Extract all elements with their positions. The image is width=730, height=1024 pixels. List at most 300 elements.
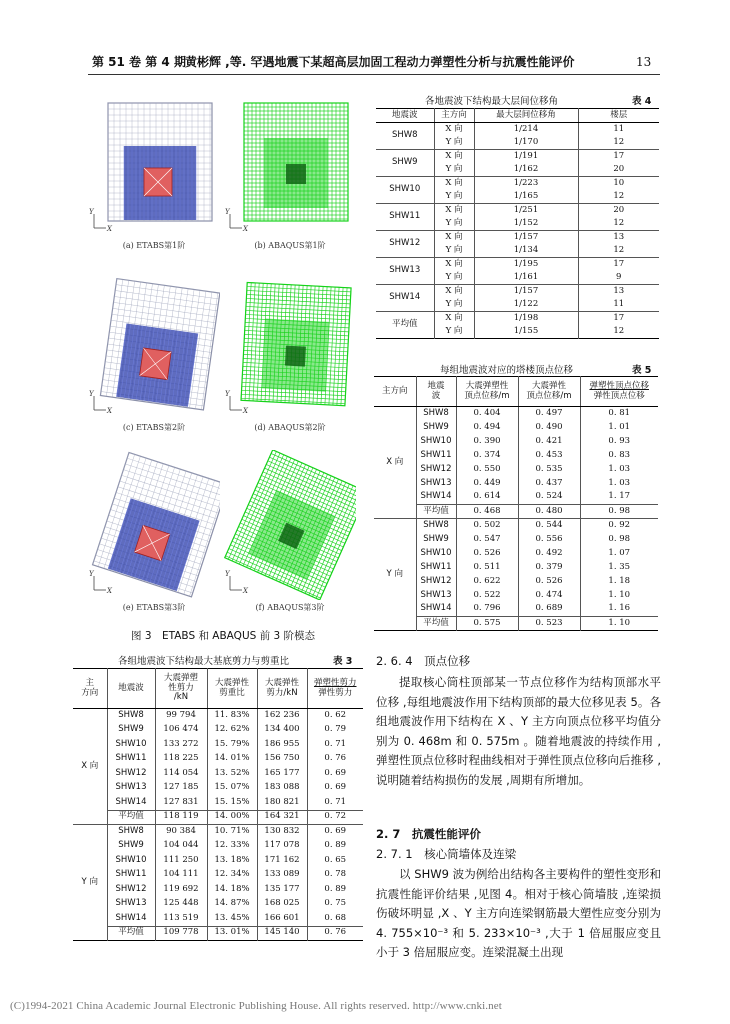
- direction-cell: Y 向: [434, 190, 474, 204]
- ratio-cell: 0. 81: [608, 407, 631, 418]
- section-2-7-1-body: [376, 865, 661, 963]
- elastic-disp-cell: 0. 490: [518, 421, 580, 435]
- wave-cell: SHW9: [416, 421, 456, 435]
- elastic-shear-cell: 135 177: [257, 883, 307, 898]
- shear-ratio-cell: 0. 72: [307, 810, 363, 825]
- section-2-7-heading: 2. 7 抗震性能评价: [376, 827, 481, 841]
- table-row: [376, 123, 659, 137]
- shear-weight-ratio-cell: 15. 07%: [207, 781, 257, 796]
- x-axis-label: X: [107, 407, 112, 415]
- page-number: 13: [636, 55, 652, 69]
- shear-weight-ratio-cell: 14. 87%: [207, 897, 257, 912]
- drift-cell: 1/251: [474, 204, 578, 218]
- floor-cell: 17: [578, 258, 659, 272]
- elastic-disp-cell: 0. 523: [518, 617, 580, 631]
- table-row: [376, 177, 659, 191]
- table-row: [374, 533, 658, 547]
- grid-line: [116, 285, 219, 299]
- floor-cell: 11: [613, 298, 625, 309]
- elastic-disp-cell: 0. 535: [518, 463, 580, 477]
- table-5-caption: 每组地震波对应的塔楼顶点位移: [440, 365, 574, 376]
- col-header: 楼层: [578, 109, 659, 123]
- table-row: [376, 204, 659, 218]
- drift-cell: 1/122: [474, 298, 578, 312]
- table-row: [73, 781, 363, 796]
- ratio-cell: 1. 03: [608, 477, 631, 488]
- wave-cell: SHW14: [416, 491, 456, 505]
- drift-cell: 1/152: [474, 217, 578, 231]
- col-header: [518, 377, 580, 407]
- col-header: 主方向: [374, 377, 416, 407]
- plastic-shear-cell: 127 831: [155, 796, 207, 811]
- elastic-shear-cell: 162 236: [257, 709, 307, 724]
- direction-cell: Y 向: [434, 244, 474, 258]
- elastic-shear-cell: 156 750: [257, 752, 307, 767]
- y-axis-label: Y: [225, 208, 230, 216]
- table-row: [374, 435, 658, 449]
- plastic-disp-cell: 0. 522: [456, 589, 518, 603]
- plastic-shear-cell: 127 185: [155, 781, 207, 796]
- wave-cell: SHW13: [107, 897, 155, 912]
- col-header: [307, 669, 363, 709]
- floor-cell: 13: [578, 231, 659, 245]
- abaqus-mode2-image: [224, 270, 356, 420]
- section-2-7-1-heading: 2. 7. 1 核心筒墙体及连梁: [376, 847, 517, 861]
- hdr-line: 性剪力: [168, 682, 194, 693]
- copyright-footer: (C)1994-2021 China Academic Journal Electronic Publishing House. All rights reserved. http://www.cnki.net: [10, 1000, 502, 1012]
- wave-cell: SHW9: [416, 533, 456, 547]
- table-row: [73, 723, 363, 738]
- elastic-shear-cell: 130 832: [257, 825, 307, 840]
- wave-cell: SHW13: [107, 781, 155, 796]
- ratio-cell: 1. 03: [608, 463, 631, 474]
- shear-ratio-cell: 0. 69: [307, 825, 363, 840]
- wave-cell: SHW11: [107, 752, 155, 767]
- shear-ratio-cell: 0. 62: [324, 710, 347, 721]
- core-tube: [285, 346, 306, 367]
- direction-cell: Y 向: [374, 519, 416, 631]
- shear-ratio-cell: 0. 75: [324, 898, 347, 909]
- table-row: [374, 547, 658, 561]
- shear-ratio-cell: 0. 76: [324, 753, 347, 764]
- x-axis-label: X: [243, 225, 248, 233]
- table-row: [374, 575, 658, 589]
- x-axis-label: X: [107, 225, 112, 233]
- hdr-line: 大震弹性: [214, 677, 249, 688]
- ratio-cell: 0. 92: [580, 519, 658, 533]
- figure-3-caption: 图 3 ETABS 和 ABAQUS 前 3 阶模态: [131, 630, 315, 642]
- plastic-disp-cell: 0. 614: [456, 491, 518, 505]
- hdr-line: 弹性顶点位移: [593, 390, 645, 401]
- table-row: [376, 231, 659, 245]
- ratio-cell: 0. 98: [580, 505, 658, 519]
- plastic-disp-cell: 0. 796: [456, 603, 518, 617]
- col-header: [155, 669, 207, 709]
- wave-cell: SHW13: [416, 589, 456, 603]
- plastic-disp-cell: 0. 390: [456, 435, 518, 449]
- table-row: [376, 285, 659, 299]
- floor-cell: 13: [578, 285, 659, 299]
- y-axis-label: Y: [89, 390, 94, 398]
- y-axis-label: Y: [225, 570, 230, 578]
- shear-weight-ratio-cell: 12. 34%: [207, 868, 257, 883]
- hdr-line: 剪力/kN: [266, 687, 298, 698]
- paragraph: 提取核心筒柱顶部某一节点位移作为结构顶部水平位移 ,每组地震波作用下结构顶部的最大位移见表 5。各组地震波作用下结构在 X 、Y 主方向顶点位移平均值分别为 0. 468m 和 0. 575m 。随着地震波的持续作用 ,弹塑性顶点位移时程曲线相对于弹性顶点位移向后推移 ,说明随着结构损伤的发展 ,周期有所增加。: [376, 675, 661, 787]
- ratio-cell: 0. 98: [608, 533, 631, 544]
- plastic-shear-cell: 114 054: [155, 767, 207, 782]
- shear-weight-ratio-cell: 13. 45%: [207, 912, 257, 927]
- x-axis-label: X: [107, 587, 112, 595]
- wave-cell: 平均值: [416, 617, 456, 631]
- wave-cell: SHW10: [107, 738, 155, 753]
- plastic-shear-cell: 104 111: [155, 868, 207, 883]
- hdr-line: 地震: [427, 380, 445, 391]
- table-4-caption: 各地震波下结构最大层间位移角: [425, 96, 559, 107]
- direction-cell: X 向: [434, 123, 474, 137]
- panel-abaqus-mode-2: [224, 270, 356, 438]
- y-axis-label: Y: [89, 570, 94, 578]
- plastic-shear-cell: 90 384: [155, 825, 207, 840]
- direction-cell: X 向: [73, 709, 107, 825]
- plastic-disp-cell: 0. 526: [456, 547, 518, 561]
- plastic-disp-cell: 0. 494: [456, 421, 518, 435]
- section-2-6-4-body: [376, 673, 661, 790]
- elastic-shear-cell: 165 177: [257, 767, 307, 782]
- table-row: [374, 421, 658, 435]
- elastic-disp-cell: 0. 453: [518, 449, 580, 463]
- col-header: 地震波: [107, 669, 155, 709]
- grid-line: [113, 308, 216, 322]
- wave-cell: SHW12: [107, 883, 155, 898]
- elastic-disp-cell: 0. 497: [518, 407, 580, 421]
- panel-etabs-mode-3: [88, 450, 220, 618]
- table-row: [73, 796, 363, 811]
- elastic-disp-cell: 0. 524: [518, 491, 580, 505]
- article-running-title: 黄彬辉 ,等. 罕遇地震下某超高层加固工程动力弹塑性分析与抗震性能评价: [185, 55, 575, 69]
- wave-cell: SHW8: [107, 825, 155, 840]
- wave-cell: SHW12: [376, 231, 434, 258]
- panel-abaqus-mode-1: [224, 88, 356, 256]
- shear-ratio-cell: 0. 71: [324, 738, 347, 749]
- col-header: [257, 669, 307, 709]
- abaqus-mode3-image: [224, 450, 356, 600]
- grid-line: [123, 470, 220, 502]
- table-row: [73, 767, 363, 782]
- axis-indicator: [89, 570, 113, 595]
- building-mesh: [244, 103, 348, 221]
- floor-cell: 20: [578, 204, 659, 218]
- col-header: [580, 377, 658, 407]
- elastic-disp-cell: 0. 526: [518, 575, 580, 589]
- shear-ratio-cell: 0. 89: [324, 883, 347, 894]
- table-row: [374, 463, 658, 477]
- floor-cell: 20: [613, 163, 625, 174]
- plastic-disp-cell: 0. 511: [456, 561, 518, 575]
- table-row: [374, 407, 658, 421]
- wave-cell: SHW9: [107, 723, 155, 738]
- table-row: [73, 912, 363, 927]
- shear-weight-ratio-cell: 15. 15%: [207, 796, 257, 811]
- plastic-shear-cell: 118 119: [155, 810, 207, 825]
- elastic-disp-cell: 0. 556: [518, 533, 580, 547]
- grid-line: [100, 279, 116, 396]
- shear-ratio-cell: 0. 69: [324, 782, 347, 793]
- drift-cell: 1/191: [474, 150, 578, 164]
- table-row: [374, 491, 658, 505]
- table-4: [376, 108, 659, 339]
- wave-cell: 平均值: [107, 926, 155, 941]
- hdr-line: 大震弹性: [264, 677, 299, 688]
- y-axis-label: Y: [89, 208, 94, 216]
- drift-cell: 1/157: [474, 231, 578, 245]
- plastic-disp-cell: 0. 404: [456, 407, 518, 421]
- ratio-cell: 1. 07: [608, 547, 631, 558]
- plastic-disp-cell: 0. 468: [456, 505, 518, 519]
- plastic-disp-cell: 0. 449: [456, 477, 518, 491]
- journal-volume: 第 51 卷 第 4 期: [92, 55, 186, 69]
- plastic-disp-cell: 0. 547: [456, 533, 518, 547]
- wave-cell: SHW8: [376, 123, 434, 150]
- plastic-shear-cell: 118 225: [155, 752, 207, 767]
- drift-cell: 1/155: [474, 325, 578, 339]
- direction-cell: Y 向: [434, 298, 474, 312]
- wave-cell: SHW11: [416, 561, 456, 575]
- grid-line: [113, 302, 216, 316]
- wave-cell: SHW13: [416, 477, 456, 491]
- floor-cell: 12: [613, 190, 625, 201]
- ratio-cell: 1. 01: [608, 421, 631, 432]
- wave-cell: SHW8: [416, 519, 456, 533]
- grid-line: [117, 279, 220, 293]
- elastic-shear-cell: 166 601: [257, 912, 307, 927]
- plastic-shear-cell: 109 778: [155, 926, 207, 941]
- hdr-line: /kN: [173, 692, 189, 703]
- wave-cell: SHW12: [416, 463, 456, 477]
- plastic-disp-cell: 0. 622: [456, 575, 518, 589]
- wave-cell: SHW11: [376, 204, 434, 231]
- panel-caption: (d) ABAQUS第2阶: [254, 423, 326, 432]
- wave-cell: SHW11: [416, 449, 456, 463]
- floor-cell: 12: [613, 217, 625, 228]
- plastic-disp-cell: 0. 575: [456, 617, 518, 631]
- elastic-disp-cell: 0. 689: [518, 603, 580, 617]
- col-header: 地震波: [376, 109, 434, 123]
- direction-cell: X 向: [434, 150, 474, 164]
- plastic-disp-cell: 0. 374: [456, 449, 518, 463]
- core-tube: [286, 164, 306, 184]
- floor-cell: 10: [578, 177, 659, 191]
- drift-cell: 1/162: [474, 163, 578, 177]
- wave-cell: SHW8: [416, 407, 456, 421]
- panel-caption: (a) ETABS第1阶: [122, 241, 186, 250]
- paragraph: 以 SHW9 波为例给出结构各主要构件的塑性变形和抗震性能评价结果 ,见图 4。相对于核心筒墙肢 ,连梁损伤破坏明显 ,X 、Y 主方向连梁钢筋最大塑性应变分别为 4. 755×10⁻³ 和 5. 233×10⁻³ ,大于 1 倍屈服应变且小于 3 倍屈服应变。连梁混凝土出现: [376, 867, 661, 959]
- shear-ratio-cell: 0. 65: [324, 854, 347, 865]
- building-mesh: [100, 279, 219, 410]
- col-header: [456, 377, 518, 407]
- y-axis-label: Y: [225, 390, 230, 398]
- ratio-cell: 0. 83: [608, 449, 631, 460]
- drift-cell: 1/165: [474, 190, 578, 204]
- building-mesh: [241, 282, 351, 405]
- floor-cell: 9: [616, 271, 622, 282]
- hdr-line: 顶点位移/m: [526, 390, 572, 401]
- wave-cell: 平均值: [107, 810, 155, 825]
- direction-cell: Y 向: [434, 136, 474, 150]
- plastic-disp-cell: 0. 502: [456, 519, 518, 533]
- hdr-line: 弹塑性顶点位移: [589, 380, 649, 391]
- floor-cell: 17: [578, 150, 659, 164]
- floor-cell: 12: [613, 244, 625, 255]
- wave-cell: SHW13: [376, 258, 434, 285]
- panel-caption: (f) ABAQUS第3阶: [255, 603, 325, 612]
- direction-cell: Y 向: [434, 325, 474, 339]
- elastic-disp-cell: 0. 492: [518, 547, 580, 561]
- table-4-number: 表 4: [632, 96, 652, 107]
- table-row: [374, 617, 658, 631]
- table-row: [73, 854, 363, 869]
- wave-cell: SHW9: [107, 839, 155, 854]
- table-row: [374, 505, 658, 519]
- direction-cell: Y 向: [73, 825, 107, 941]
- drift-cell: 1/198: [474, 312, 578, 326]
- elastic-disp-cell: 0. 480: [518, 505, 580, 519]
- x-axis-label: X: [243, 407, 248, 415]
- table-row: [376, 312, 659, 326]
- elastic-shear-cell: 171 162: [257, 854, 307, 869]
- drift-cell: 1/170: [474, 136, 578, 150]
- wave-cell: SHW12: [416, 575, 456, 589]
- table-row: [376, 258, 659, 272]
- wave-cell: SHW11: [107, 868, 155, 883]
- hdr-line: 弹塑性剪力: [313, 677, 357, 688]
- ratio-cell: 1. 17: [608, 491, 631, 502]
- shear-ratio-cell: 0. 76: [307, 926, 363, 941]
- plastic-disp-cell: 0. 550: [456, 463, 518, 477]
- header-rule: [88, 74, 660, 75]
- building-mesh: [108, 103, 212, 221]
- direction-cell: Y 向: [434, 271, 474, 285]
- wave-cell: SHW10: [416, 547, 456, 561]
- shear-weight-ratio-cell: 13. 01%: [207, 926, 257, 941]
- elastic-shear-cell: 134 400: [257, 723, 307, 738]
- table-row: [374, 477, 658, 491]
- shear-weight-ratio-cell: 14. 00%: [207, 810, 257, 825]
- abaqus-mode1-image: [224, 88, 356, 238]
- table-row: [73, 897, 363, 912]
- drift-cell: 1/195: [474, 258, 578, 272]
- table-row: [73, 883, 363, 898]
- shear-weight-ratio-cell: 13. 18%: [207, 854, 257, 869]
- elastic-disp-cell: 0. 421: [518, 435, 580, 449]
- figure-3: [82, 88, 362, 648]
- plastic-shear-cell: 104 044: [155, 839, 207, 854]
- shear-weight-ratio-cell: 14. 01%: [207, 752, 257, 767]
- col-header: 最大层间位移角: [474, 109, 578, 123]
- floor-cell: 12: [613, 136, 625, 147]
- table-row: [73, 868, 363, 883]
- elastic-shear-cell: 164 321: [257, 810, 307, 825]
- table-row: [376, 150, 659, 164]
- elastic-shear-cell: 145 140: [257, 926, 307, 941]
- table-5-number: 表 5: [632, 365, 652, 376]
- ratio-cell: 1. 16: [608, 603, 631, 614]
- plastic-shear-cell: 111 250: [155, 854, 207, 869]
- direction-cell: X 向: [434, 312, 474, 326]
- drift-cell: 1/157: [474, 285, 578, 299]
- table-row: [73, 709, 363, 724]
- ratio-cell: 1. 10: [608, 589, 631, 600]
- elastic-shear-cell: 180 821: [257, 796, 307, 811]
- etabs-mode2-image: [88, 270, 220, 420]
- hdr-line: 大震弹塑: [163, 672, 198, 683]
- elastic-shear-cell: 117 078: [257, 839, 307, 854]
- shear-weight-ratio-cell: 14. 18%: [207, 883, 257, 898]
- shear-ratio-cell: 0. 71: [324, 796, 347, 807]
- shear-weight-ratio-cell: 10. 71%: [207, 825, 257, 840]
- direction-cell: X 向: [434, 285, 474, 299]
- wave-cell: 平均值: [416, 505, 456, 519]
- shear-ratio-cell: 0. 79: [324, 724, 347, 735]
- plastic-shear-cell: 125 448: [155, 897, 207, 912]
- hdr-line: 大震弹性: [531, 380, 566, 391]
- direction-cell: X 向: [434, 177, 474, 191]
- grid-line: [125, 464, 220, 496]
- panel-caption: (c) ETABS第2阶: [122, 423, 186, 432]
- direction-cell: X 向: [434, 231, 474, 245]
- direction-cell: X 向: [434, 258, 474, 272]
- floor-cell: 12: [613, 325, 625, 336]
- direction-cell: X 向: [434, 204, 474, 218]
- panel-abaqus-mode-3: [224, 450, 356, 618]
- ratio-cell: 0. 93: [608, 435, 631, 446]
- plastic-shear-cell: 133 272: [155, 738, 207, 753]
- shear-weight-ratio-cell: 12. 33%: [207, 839, 257, 854]
- panel-etabs-mode-1: [88, 88, 220, 256]
- wave-cell: SHW8: [107, 709, 155, 724]
- shear-weight-ratio-cell: 15. 79%: [207, 738, 257, 753]
- table-row: [374, 519, 658, 533]
- wave-cell: SHW12: [107, 767, 155, 782]
- drift-cell: 1/223: [474, 177, 578, 191]
- direction-cell: Y 向: [434, 217, 474, 231]
- page-header: [0, 0, 730, 78]
- shear-ratio-cell: 0. 69: [324, 767, 347, 778]
- panel-etabs-mode-2: [88, 270, 220, 438]
- section-2-6-4-heading: 2. 6. 4 顶点位移: [376, 654, 471, 668]
- elastic-disp-cell: 0. 437: [518, 477, 580, 491]
- drift-cell: 1/214: [474, 123, 578, 137]
- shear-weight-ratio-cell: 13. 52%: [207, 767, 257, 782]
- hdr-line: 顶点位移/m: [464, 390, 510, 401]
- hdr-line: 波: [431, 390, 441, 401]
- drift-cell: 1/161: [474, 271, 578, 285]
- floor-cell: 17: [578, 312, 659, 326]
- direction-cell: X 向: [374, 407, 416, 519]
- building-mesh: [93, 452, 220, 596]
- table-row: [73, 738, 363, 753]
- table-row: [73, 926, 363, 941]
- panel-caption: (b) ABAQUS第1阶: [254, 241, 326, 250]
- plastic-shear-cell: 106 474: [155, 723, 207, 738]
- hdr-line: 大震弹塑性: [465, 380, 509, 391]
- axis-indicator: [225, 570, 249, 595]
- elastic-disp-cell: 0. 379: [518, 561, 580, 575]
- col-header: [416, 377, 456, 407]
- wave-cell: SHW10: [376, 177, 434, 204]
- table-3-caption: 各组地震波下结构最大基底剪力与剪重比: [118, 656, 290, 667]
- grid-line: [115, 291, 218, 305]
- hdr-line: 方向: [81, 687, 99, 698]
